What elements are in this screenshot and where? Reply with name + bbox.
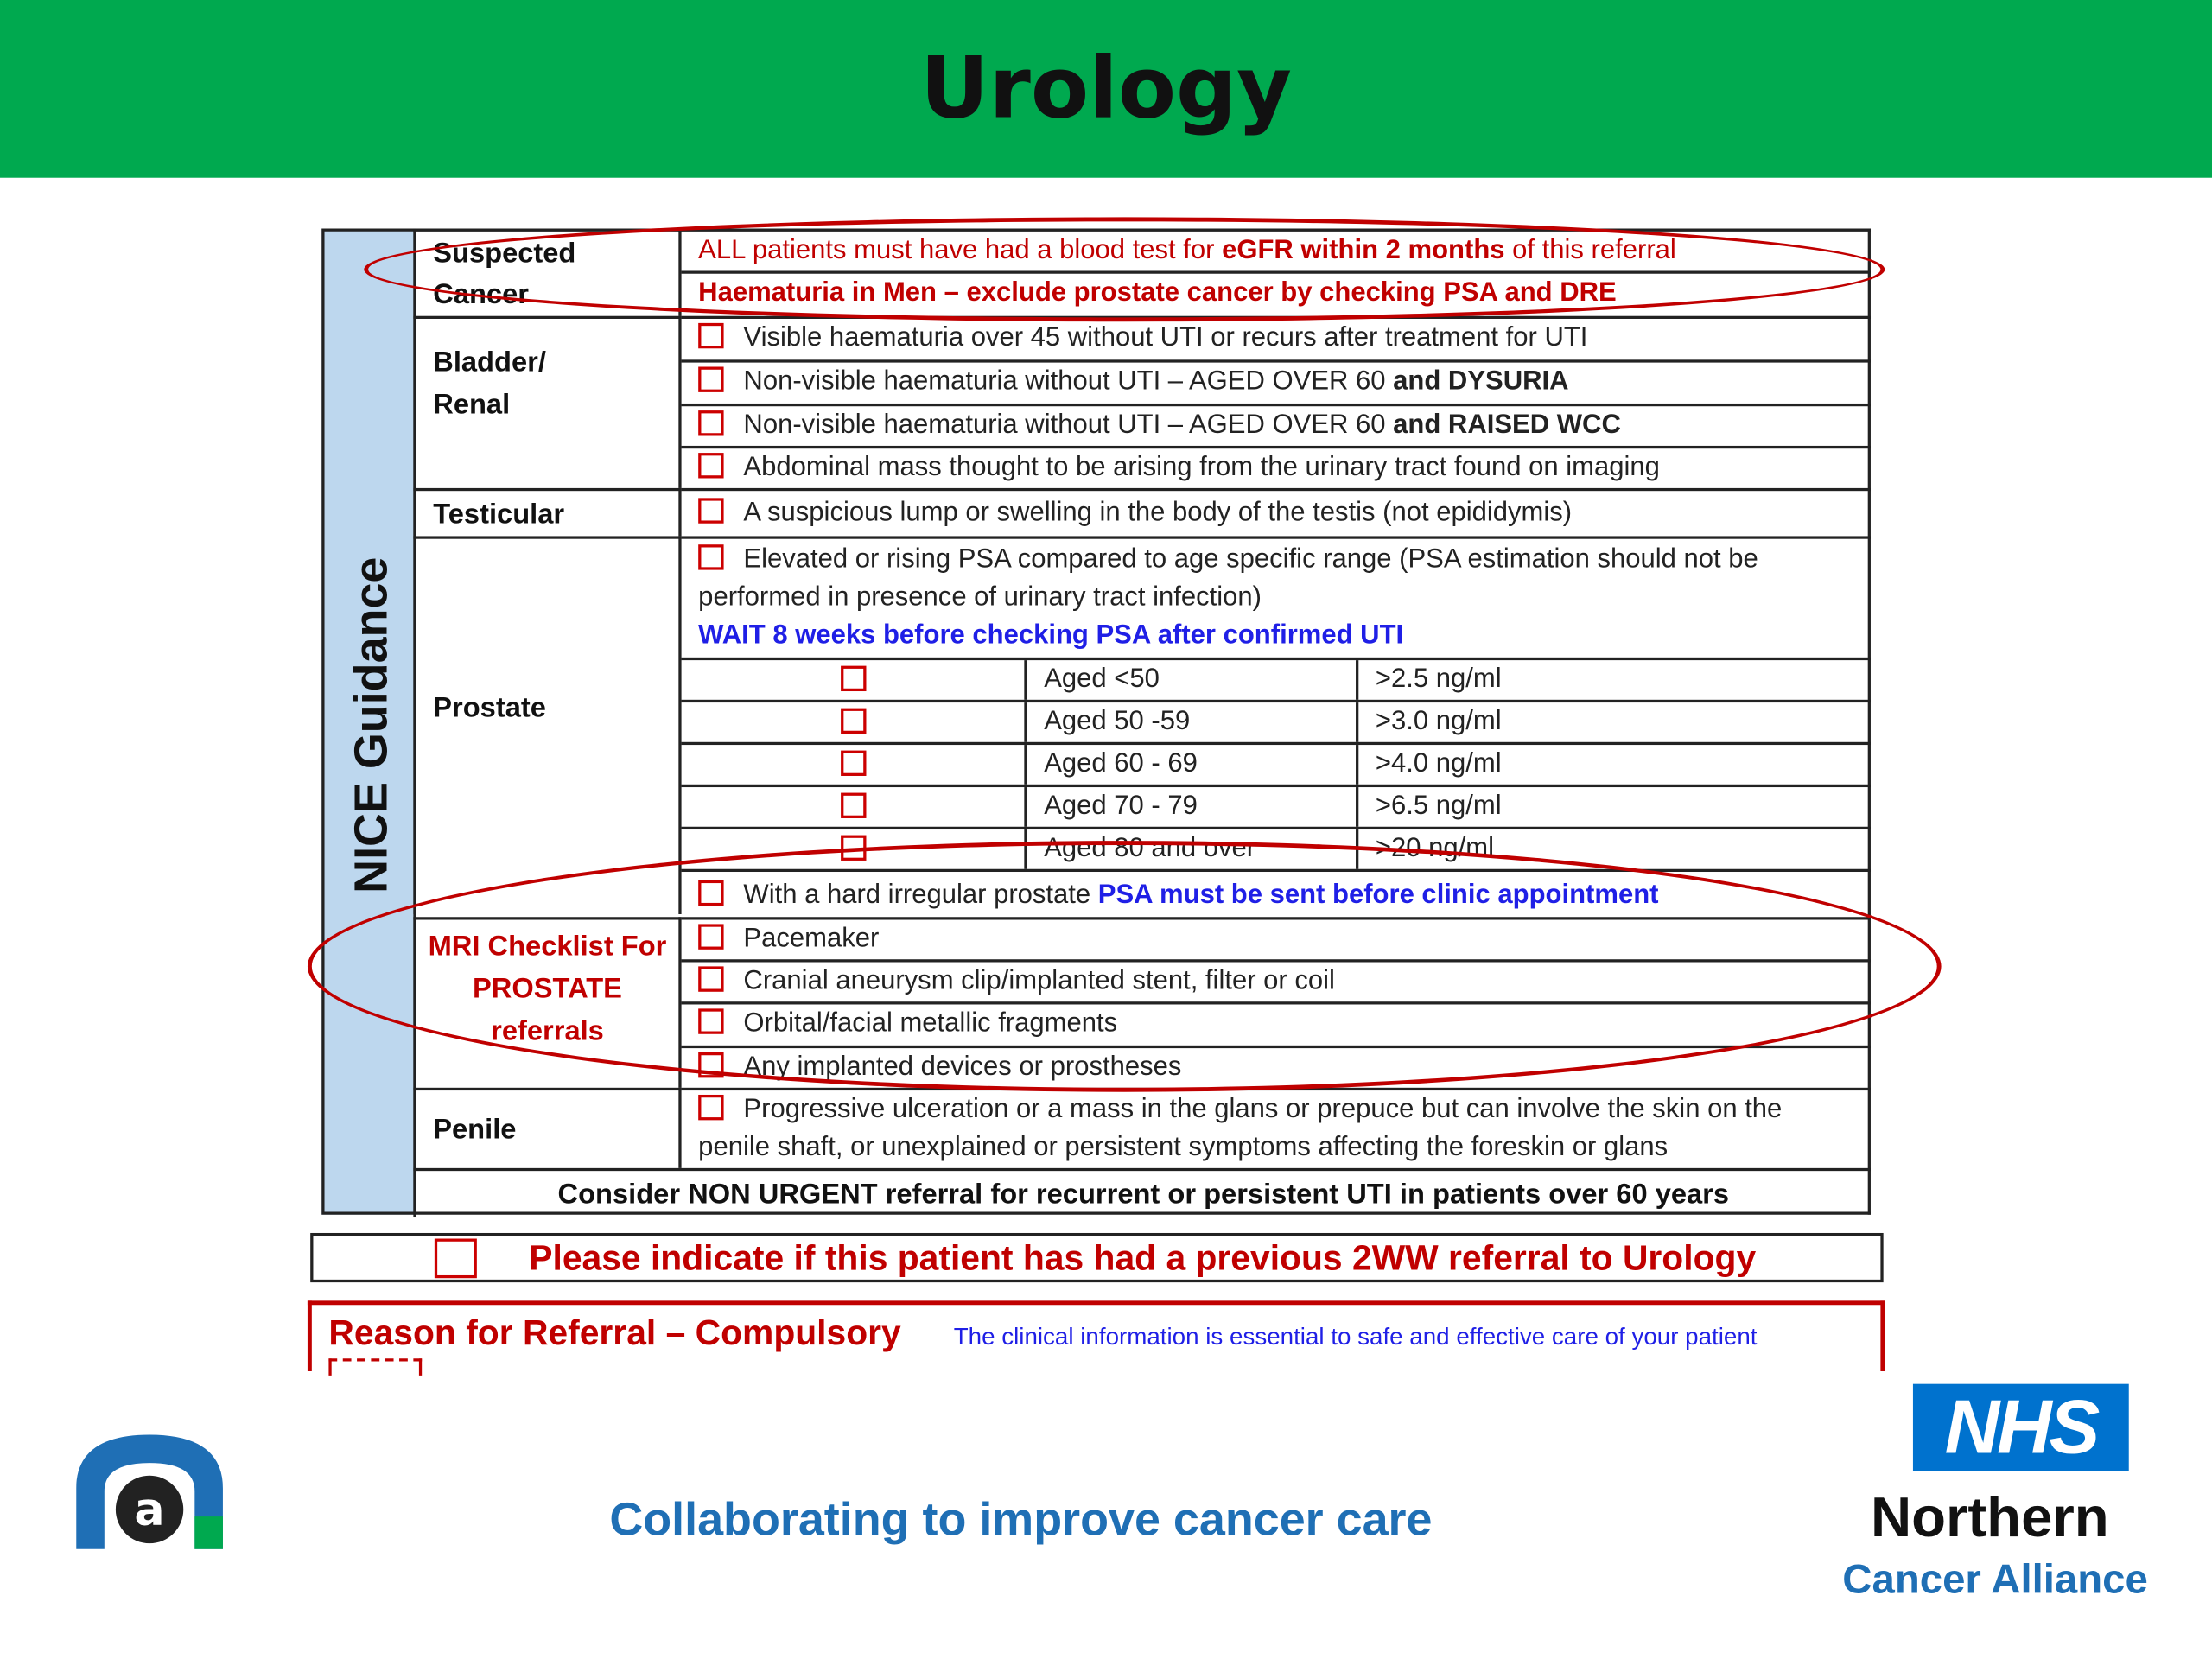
egfr-text-a: ALL patients must have had a blood test for — [698, 235, 1223, 265]
egfr-text-b: eGFR within 2 months — [1222, 235, 1505, 265]
category-prostate: Prostate — [413, 536, 681, 914]
psa-threshold: >20 ng/ml — [1375, 833, 1495, 864]
highlight-ellipse — [364, 217, 1885, 321]
category-mri-checklist: MRI Checklist For PROSTATE referrals — [413, 917, 681, 1088]
reason-title: Reason for Referral – Compulsory — [328, 1313, 901, 1353]
prostate-psa-text: Elevated or rising PSA compared to age specific range (PSA estimation should not be performed in presence of urinary tract infection) — [698, 544, 1758, 613]
checkbox[interactable] — [698, 544, 723, 569]
bladder-item — [682, 316, 1871, 360]
checkbox[interactable] — [698, 323, 723, 348]
psa-threshold: >6.5 ng/ml — [1375, 791, 1502, 822]
nca-logo — [76, 1432, 223, 1552]
nhs-logo: NHS — [1913, 1384, 2129, 1471]
age-range: Aged 70 - 79 — [1027, 787, 1359, 827]
nice-guidance-sidebar — [321, 228, 416, 1214]
checkbox[interactable] — [841, 709, 866, 734]
bladder-item-bold: and RAISED WCC — [1393, 410, 1621, 441]
mri-item-text: Cranial aneurysm clip/implanted stent, filter or coil — [743, 966, 1335, 996]
bladder-item — [682, 359, 1871, 404]
svg-text:a: a — [134, 1484, 165, 1536]
bladder-item-text: Non-visible haematuria without UTI – AGED OVER 60 — [743, 366, 1394, 397]
mri-item-text: Any implanted devices or prostheses — [743, 1052, 1182, 1083]
checkbox[interactable] — [698, 367, 723, 392]
previous-referral-checkbox[interactable] — [435, 1239, 477, 1279]
age-range: Aged 50 -59 — [1027, 702, 1359, 742]
checkbox[interactable] — [698, 410, 723, 435]
nice-guidance-label: NICE Guidance — [344, 556, 397, 893]
previous-referral-row — [310, 1233, 1883, 1282]
checkbox[interactable] — [841, 666, 866, 691]
wait-note: WAIT 8 weeks before checking PSA after confirmed UTI — [698, 620, 1404, 651]
checkbox[interactable] — [841, 793, 866, 818]
psa-range-row — [682, 785, 1871, 827]
prostate-psa-item — [682, 536, 1871, 657]
hard-prostate-text: With a hard irregular prostate — [743, 880, 1098, 911]
bladder-item-text: Visible haematuria over 45 without UTI or recurs after treatment for UTI — [743, 322, 1588, 353]
title-banner — [0, 0, 2212, 178]
testicular-item-text: A suspicious lump or swelling in the body of the testis (not epididymis) — [743, 498, 1573, 528]
checkbox[interactable] — [698, 453, 723, 478]
tagline: Collaborating to improve cancer care — [609, 1492, 1433, 1545]
psa-range-row — [682, 658, 1871, 700]
psa-threshold: >3.0 ng/ml — [1375, 706, 1502, 737]
mri-item-text: Orbital/facial metallic fragments — [743, 1008, 1118, 1039]
penile-item-text: Progressive ulceration or a mass in the glans or prepuce but can involve the skin on the penile shaft, or unexplained or persistent symptoms affecting the foreskin or glans — [698, 1094, 1783, 1163]
psa-range-row — [682, 700, 1871, 742]
haematuria-men-note: Haematuria in Men – exclude prostate cancer by checking PSA and DRE — [682, 270, 1871, 315]
bladder-renal-label: Bladder/ Renal — [433, 346, 546, 421]
psa-range-row — [682, 742, 1871, 785]
psa-before-clinic-note: PSA must be sent before clinic appointment — [1097, 880, 1659, 911]
checkbox[interactable] — [698, 1095, 723, 1120]
mri-item-text: Pacemaker — [743, 924, 880, 954]
category-testicular: Testicular — [413, 488, 681, 537]
age-range: Aged 60 - 69 — [1027, 745, 1359, 785]
reason-for-referral-box — [308, 1300, 1885, 1371]
nhs-org-subtitle: Cancer Alliance — [1842, 1557, 2148, 1603]
bladder-item-bold: and DYSURIA — [1393, 366, 1569, 397]
testicular-item — [682, 488, 1871, 537]
psa-threshold: >2.5 ng/ml — [1375, 664, 1502, 695]
bladder-item-text: Non-visible haematuria without UTI – AGED OVER 60 — [743, 410, 1394, 441]
checkbox[interactable] — [698, 498, 723, 523]
reason-note: The clinical information is essential to safe and effective care of your patient — [953, 1323, 1758, 1351]
age-range: Aged 80 and over — [1027, 830, 1359, 869]
age-range: Aged <50 — [1027, 660, 1359, 700]
highlight-ellipse — [308, 841, 1942, 1092]
page-title: Urology — [920, 39, 1293, 139]
bladder-item — [682, 404, 1871, 446]
non-urgent-note: Consider NON URGENT referral for recurrent or persistent UTI in patients over 60 years — [413, 1168, 1871, 1217]
category-bladder-renal — [413, 316, 681, 488]
penile-item — [682, 1088, 1871, 1168]
bladder-item — [682, 446, 1871, 488]
category-suspected-cancer: Suspected Cancer — [413, 228, 681, 315]
category-penile: Penile — [413, 1088, 681, 1168]
previous-referral-text: Please indicate if this patient has had a previous 2WW referral to Urology — [529, 1238, 1757, 1279]
psa-threshold: >4.0 ng/ml — [1375, 748, 1502, 779]
reason-input-field[interactable] — [328, 1358, 422, 1376]
egfr-text-c: of this referral — [1504, 235, 1676, 265]
checkbox[interactable] — [841, 751, 866, 776]
bladder-item-text: Abdominal mass thought to be arising from the urinary tract found on imaging — [743, 453, 1660, 483]
nhs-org-name: Northern — [1870, 1486, 2109, 1549]
